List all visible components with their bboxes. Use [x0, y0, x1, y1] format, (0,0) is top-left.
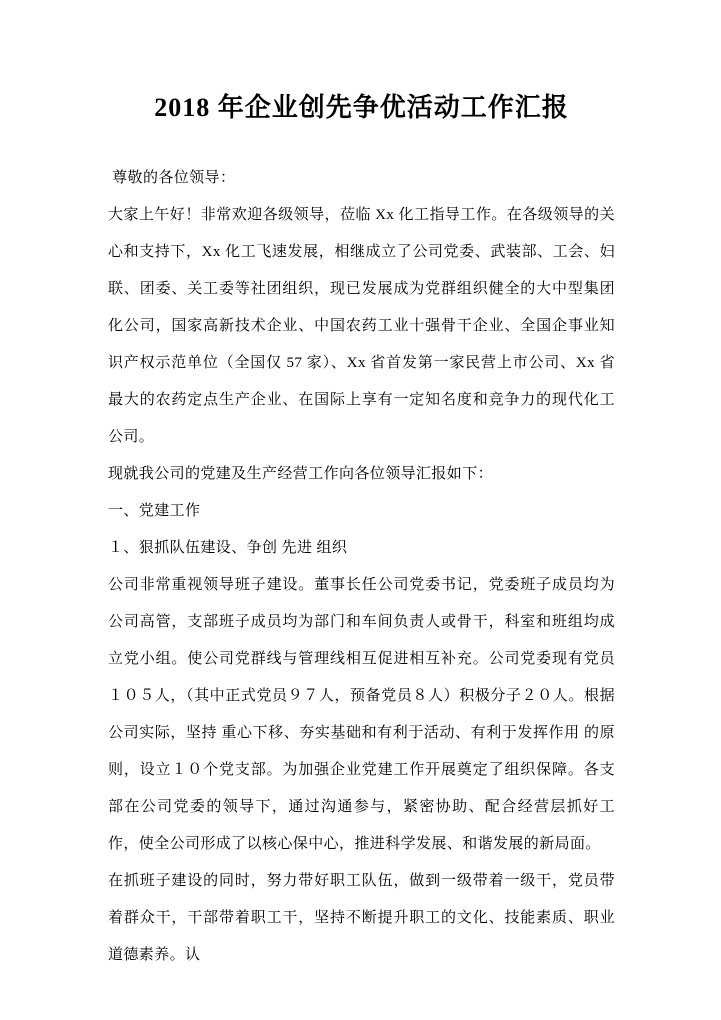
party-building-paragraph: 公司非常重视领导班子建设。董事长任公司党委书记，党委班子成员均为公司高管，支部班子成员均为部门和车间负责人或骨干，科室和班组均成立党小组。使公司党群线与管理线相互促进相互补充。公司党委现有党员１０５人，（其中正式党员９７人，预备党员８人）积极分子２０人。根据公司实际，坚持 重心下移、夯实基础和有利于活动、有利于发挥作用 的原则，设立１０个党支部。为加强企业党建工作开展奠定了组织保障。各支部在公司党委的领导下，通过沟通参与，紧密协助、配合经营层抓好工作，使全公司形成了以核心保中心，推进科学发展、和谐发展的新局面。	[108, 577, 615, 852]
salutation-line: 尊敬的各位领导：	[108, 170, 236, 186]
transition-line: 现就我公司的党建及生产经营工作向各位领导汇报如下：	[108, 466, 494, 482]
document-content	[108, 88, 615, 974]
intro-paragraph: 大家上午好！非常欢迎各级领导，莅临 Xx 化工指导工作。在各级领导的关心和支持下，Xx 化工飞速发展，相继成立了公司党委、武装部、工会、妇联、团委、关工委等社团组织，现已发展成为党群组织健全的大中型集团化公司，国家高新技术企业、中国农药工业十强骨干企业、全国企事业知识产权示范单位（全国仅 57 家）、Xx 省首发第一家民营上市公司、Xx 省最大的农药定点生产企业、在国际上享有一定知名度和竞争力的现代化工公司。	[108, 207, 615, 445]
subsection-heading-team-building: １、狠抓队伍建设、争创 先进 组织	[108, 540, 348, 556]
document-title: 2018 年企业创先争优活动工作汇报	[154, 93, 569, 122]
section-heading-party-building: 一、党建工作	[108, 503, 201, 519]
workforce-paragraph: 在抓班子建设的同时，努力带好职工队伍，做到一级带着一级干，党员带着群众干，干部带着职工干，坚持不断提升职工的文化、技能素质、职业道德素养。认	[108, 873, 615, 963]
